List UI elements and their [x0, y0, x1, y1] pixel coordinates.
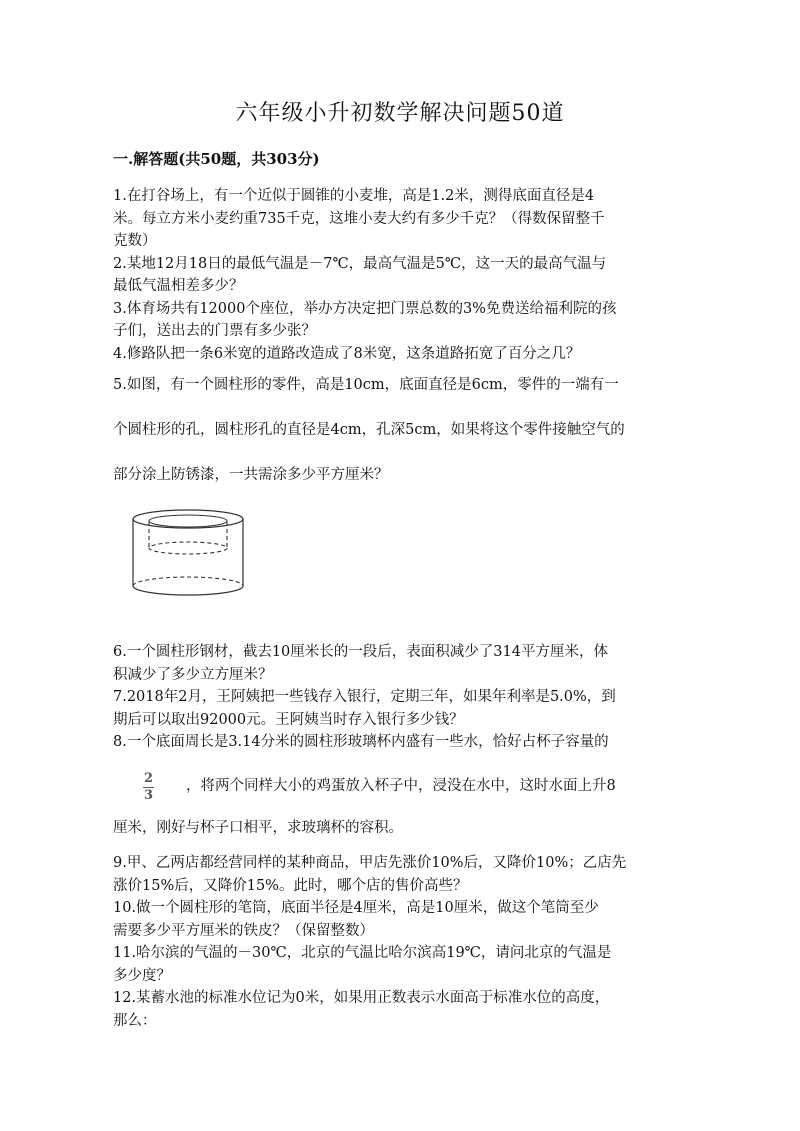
- cylinder-figure: [126, 506, 254, 606]
- text-line: 6.一个圆柱形钢材，截去10厘米长的一段后，表面积减少了314平方厘米，体: [113, 644, 608, 660]
- questions-6-8: [113, 641, 693, 754]
- text-line: 9.甲、乙两店都经营同样的某种商品，甲店先涨价10%后，又降价10%；乙店先: [113, 855, 627, 871]
- text-line: 1.在打谷场上，有一个近似于圆锥的小麦堆，高是1.2米，测得底面直径是4: [113, 188, 595, 204]
- text-line: 3.体育场共有12000个座位，举办方决定把门票总数的3%免费送给福利院的孩: [113, 300, 617, 317]
- q8-continuation: ，将两个同样大小的鸡蛋放入杯子中，浸没在水中，这时水面上升8: [186, 778, 616, 794]
- text-line: 期后可以取出92000元。王阿姨当时存入银行多少钱？: [113, 711, 464, 728]
- text-line: 部分涂上防锈漆，一共需涂多少平方厘米？: [113, 467, 389, 483]
- question-5: [113, 363, 693, 498]
- text-line: 米。每立方米小麦约重735千克，这堆小麦大约有多少千克？（得数保留整千: [113, 210, 605, 227]
- fraction-denominator: 3: [143, 788, 154, 803]
- fraction-numerator: 2: [143, 771, 154, 786]
- text-line: 5.如图，有一个圆柱形的零件，高是10cm，底面直径是6cm，零件的一端有一: [113, 377, 619, 393]
- text-line: 那么：: [113, 1012, 157, 1029]
- fraction-two-thirds: [143, 772, 154, 803]
- text-line: 涨价15%后，又降价15%。此时，哪个店的售价高些？: [113, 877, 468, 894]
- outer-bottom-back: [133, 577, 243, 586]
- text-line: 多少度？: [113, 967, 171, 984]
- text-line: 子们，送出去的门票有多少张？: [113, 323, 316, 339]
- text-line: 8.一个底面周长是3.14分米的圆柱形玻璃杯内盛有一些水，恰好占杯子容量的: [113, 734, 609, 750]
- text-line: 12.某蓄水池的标准水位记为0米，如果用正数表示水面高于标准水位的高度，: [113, 990, 610, 1006]
- questions-1-4: [113, 185, 693, 365]
- text-line: 最低气温相差多少？: [113, 278, 244, 294]
- page-title: 六年级小升初数学解决问题50道: [235, 101, 565, 126]
- questions-9-12: [113, 852, 693, 1032]
- text-line: 10.做一个圆柱形的笔筒，底面半径是4厘米，高是10厘米，做这个笔筒至少: [113, 900, 599, 916]
- text-line: 4.修路队把一条6米宽的道路改造成了8米宽，这条道路拓宽了百分之几？: [113, 345, 581, 362]
- text-line: 个圆柱形的孔，圆柱形孔的直径是4cm，孔深5cm，如果将这个零件接触空气的: [113, 422, 625, 438]
- text-line: 厘米，刚好与杯子口相平，求玻璃杯的容积。: [113, 820, 403, 836]
- hole-bottom-ellipse: [149, 542, 227, 554]
- text-line: 需要多少平方厘米的铁皮？（保留整数）: [113, 922, 374, 939]
- hole-top-ellipse: [149, 515, 227, 527]
- text-line: 7.2018年2月，王阿姨把一些钱存入银行，定期三年，如果年利率是5.0%，到: [113, 689, 616, 705]
- section-header: 一.解答题(共50题，共303分): [113, 150, 320, 168]
- text-line: 2.某地12月18日的最低气温是－7℃，最高气温是5℃，这一天的最高气温与: [113, 255, 607, 272]
- text-line: 积减少了多少立方厘米？: [113, 666, 273, 683]
- text-line: 克数）: [113, 233, 157, 249]
- text-line: 11.哈尔滨的气温的－30℃，北京的气温比哈尔滨高19℃，请问北京的气温是: [113, 945, 612, 961]
- q8-ending: [113, 817, 693, 840]
- outer-bottom-front: [133, 586, 243, 595]
